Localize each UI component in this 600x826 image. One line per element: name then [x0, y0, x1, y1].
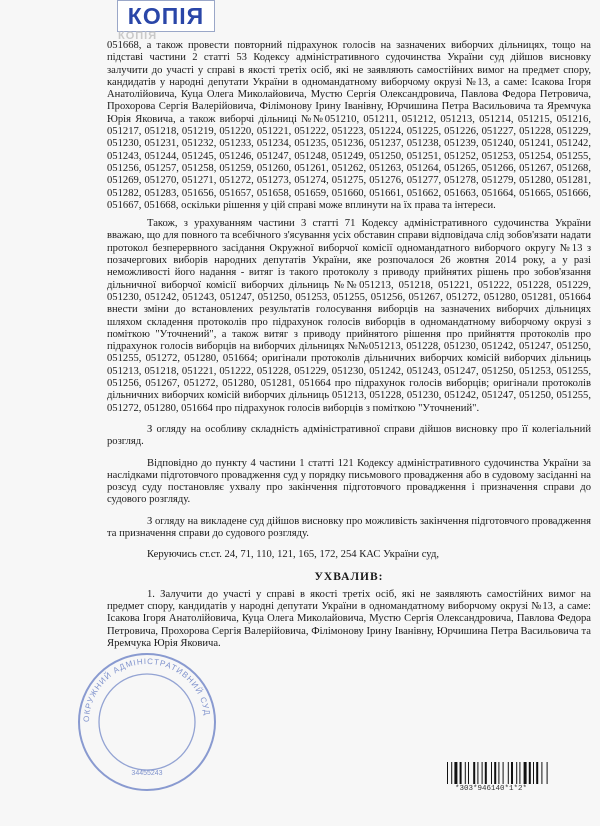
barcode-bar [485, 762, 487, 784]
barcode-bar [516, 762, 517, 784]
paragraph-4: Відповідно до пункту 4 частини 1 статті 121 Кодексу адміністративного судочинства України за наслідками підготовчого провадження суд у порядку письмового провадження або в судовому засіданні на розсуд суду постановляє ухвалу про закінчення підготовчого провадження і призначення справи до судового розгляду. [107, 457, 591, 506]
barcode-bar [511, 762, 513, 784]
barcode-bar [498, 762, 499, 784]
barcode-bar [519, 762, 520, 784]
barcode-bar [494, 762, 496, 784]
barcode-bar [536, 762, 538, 784]
faint-mark: КОПІЯ [118, 30, 158, 42]
barcode-bar [541, 762, 542, 784]
paragraph-7: 1. Залучити до участі у справі в якості третіх осіб, які не заявляють самостійних вимог на предмет спору, кандидатів у народні депутати України в одномандатному виборчому окрузі №13, а саме: Ісакова Ігоря Анатолійовича, Куца Олега Миколайовича, Мустю Сергія Олександровича, Павлова Федора Петровича, Прохорова Сергія Валерійовича, Філімонову Ірину Іванівну, Юрчишина Петра Васильовича та Яремчука Юрія Яковича. [107, 588, 591, 650]
barcode-bar [477, 762, 478, 784]
seal-ring-text: ОКРУЖНИЙ АДМІНІСТРАТИВНИЙ СУД [81, 656, 212, 723]
barcode-bar [460, 762, 462, 784]
paragraph-2: Також, з урахуванням частини 3 статті 71 Кодексу адміністративного судочинства України вважаю, що для повного та всебічного з'ясування усіх обставин справи відповідача слід зобов'язати надати протокол безперервного засідання Окружної виборчої комісії одномандатного виборчого округу №13 з позачергових виборів народних депутатів України, яке розпочалося 26 жовтня 2014 року, а у разі неможливості його надання - витяг із такого протоколу з приводу прийнятих рішень про зобов'язання дільничної виборчої комісії виборчих дільниць №№051213, 051218, 051221, 051222, 051228, 051229, 051230, 051242, 051243, 051247, 051250, 051253, 051255, 051256, 051267, 051272, 051280, 051281, 051664 внести зміни до встановлених результатів голосування виборців на зазначених виборчих дільницях шляхом складення протоколів про підрахунок голосів виборців в одномандатному виборчому окрузі з поміткою "Уточнений", а також витяг з приводу прийнятого рішення про прийняття протоколів про підрахунок голосів виборців на виборчих дільницях №№051213, 051228, 051230, 051242, 051247, 051250, 051255, 051272, 051280, 051664; оригінали протоколів дільничних виборчих комісій виборчих дільниць 051213, 051218, 051221, 051222, 051228, 051229, 051230, 051242, 051243, 051247, 051250, 051253, 051255, 051256, 051267, 051272, 051280, 051281, 051664 про підрахунок голосів виборців; оригінали протоколів дільничних виборчих комісій виборчих дільниць 051213, 051228, 051230, 051242, 051247, 051250, 051255, 051272, 051280, 051664 про підрахунок голосів виборців з поміткою "Уточнений". [107, 218, 591, 414]
court-seal [72, 647, 222, 797]
barcode-text: *303*946140*1*2* [455, 785, 528, 793]
document-body [107, 40, 591, 650]
barcode-bar [491, 762, 492, 784]
barcode-bar [465, 762, 466, 784]
paragraph-1: 051668, а також провести повторний підрахунок голосів на зазначених виборчих дільницях, тощо на підставі частини 2 статті 53 Кодексу адміністративного судочинства України суд дійшов висновку залучити до участі у справі в якості третіх осіб, які не заявляють самостійних вимог на предмет спору, кандидатів у народні депутати України в одномандатному виборчому окрузі №13, а саме: Ісакова Ігоря Анатолійовича, Куца Олега Миколайовича, Мустю Сергія Олександровича, Павлова Федора Петровича, Прохорова Сергія Валерійовича, Філімонову Ірину Іванівну, Юрчишина Петра Васильовича та Яремчука Юрія Яковича, а також виборчі дільниці №№051210, 051211, 051212, 051213, 051214, 051215, 051216, 051217, 051218, 051219, 051220, 051221, 051222, 051223, 051224, 051225, 051226, 051227, 051228, 051229, 051230, 051231, 051232, 051233, 051234, 051235, 051236, 051237, 051238, 051239, 051240, 051241, 051242, 051243, 051244, 051245, 051246, 051247, 051248, 051249, 051250, 051251, 051252, 051253, 051254, 051255, 051256, 051257, 051258, 051259, 051260, 051261, 051262, 051263, 051264, 051265, 051266, 051267, 051268, 051269, 051270, 051271, 051272, 051273, 051274, 051275, 051276, 051277, 051278, 051279, 051280, 051281, 051282, 051283, 051656, 051657, 051658, 051659, 051660, 051661, 051662, 051663, 051664, 051665, 051666, 051667, 051668, оскільки рішення у цій справі може вплинути на їх права та інтереси. [107, 40, 591, 211]
paragraph-6: Керуючись ст.ст. 24, 71, 110, 121, 165, 172, 254 КАС України суд, [147, 549, 439, 561]
barcode-bar [482, 762, 483, 784]
paragraph-5: З огляду на викладене суд дійшов висновку про можливість закінчення підготовчого провадження та призначення справи до судового розгляду. [107, 515, 591, 539]
paragraph-3: З огляду на особливу складність адміністративної справи дійшов висновку про її колегіальний розгляд. [107, 423, 591, 448]
copy-stamp: КОПІЯ [117, 0, 215, 32]
barcode-bar [451, 762, 452, 784]
barcode-bar [503, 762, 504, 784]
barcode-bar [547, 762, 548, 784]
barcode-bar [473, 762, 475, 784]
barcode-bar [524, 762, 527, 784]
svg-text:ОКРУЖНИЙ АДМІНІСТРАТИВНИЙ СУД [82, 657, 212, 722]
seal-code: 34455243 [131, 770, 163, 777]
ruling-heading: УХВАЛИВ: [314, 570, 384, 583]
barcode-bar [508, 762, 509, 784]
barcode-bar [533, 762, 534, 784]
barcode-bar [454, 762, 457, 784]
barcode-bar [468, 762, 469, 784]
barcode-bar [447, 762, 448, 784]
barcode [447, 762, 597, 784]
barcode-bar [529, 762, 531, 784]
